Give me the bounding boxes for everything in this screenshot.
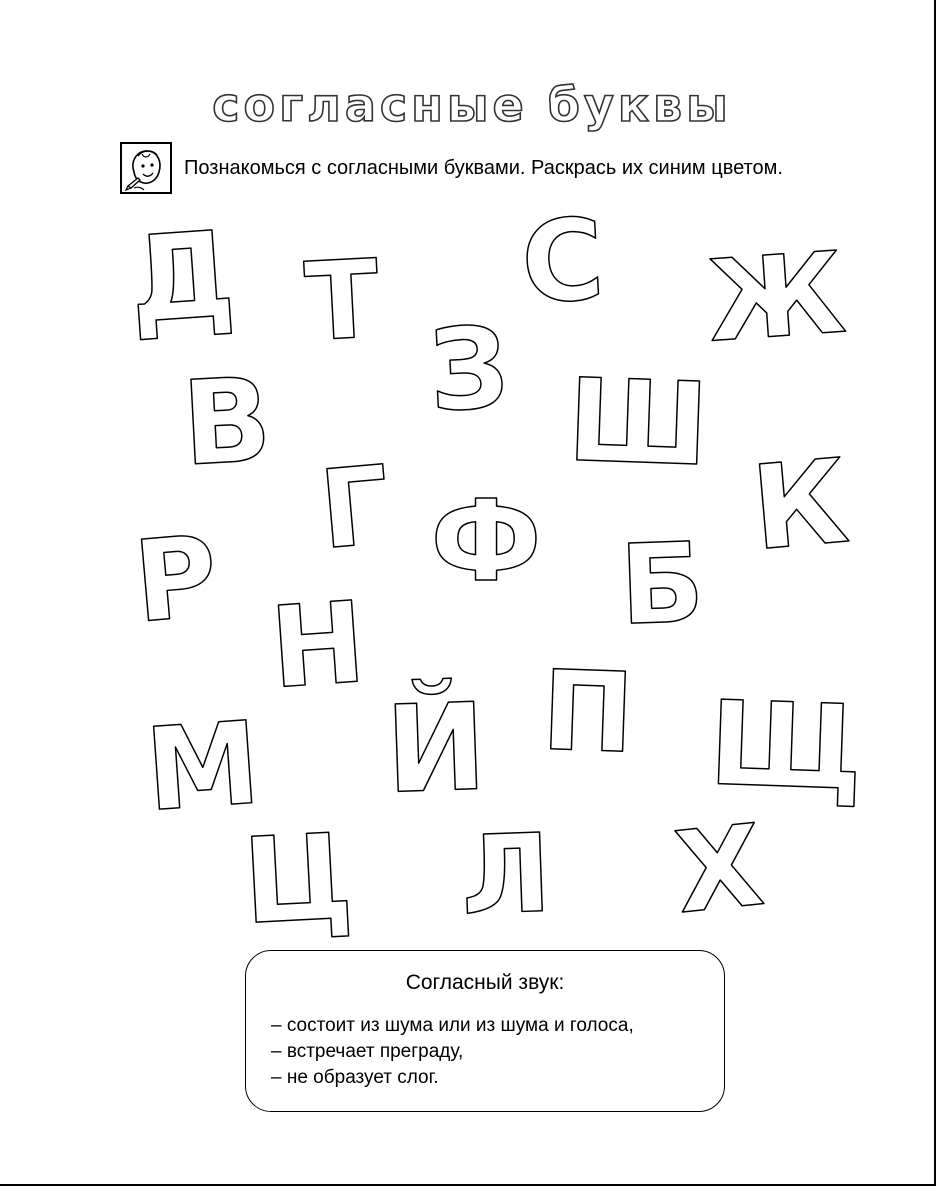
letter-k: К — [746, 434, 854, 577]
letter-r: Р — [129, 511, 223, 649]
info-item-noise: – состоит из шума или из шума и голоса, — [271, 1015, 634, 1036]
letter-t: Т — [302, 237, 383, 366]
instruction-text: Познакомься с согласными буквами. Раскрась их синим цветом. — [184, 157, 783, 179]
letter-d: Д — [124, 204, 240, 350]
letter-p: П — [539, 646, 637, 778]
info-box-title: Согласный звук: — [405, 971, 565, 994]
info-item-obstacle: – встречает преграду, — [271, 1041, 464, 1062]
info-item-syllable: – не образует слог. — [271, 1067, 439, 1088]
letter-n: Н — [266, 577, 370, 715]
consonant-sound-info-box — [245, 950, 725, 1112]
letter-g: Г — [315, 443, 395, 574]
page-title: согласные буквы — [212, 78, 732, 132]
info-box-list — [271, 1013, 634, 1091]
letter-m: М — [141, 696, 265, 837]
letter-f: Ф — [430, 477, 542, 607]
letter-y: Й — [383, 678, 489, 821]
letter-v: В — [179, 352, 275, 493]
letter-b: Б — [617, 518, 707, 650]
letter-sh: Ш — [565, 353, 711, 492]
letter-zh: Ж — [703, 228, 850, 368]
letter-shch: Щ — [706, 676, 866, 817]
letter-z: З — [425, 303, 513, 437]
letter-s: С — [518, 194, 608, 330]
letter-ts: Ц — [239, 807, 357, 951]
letter-kh: Х — [669, 800, 769, 940]
letter-l: Л — [459, 811, 554, 940]
